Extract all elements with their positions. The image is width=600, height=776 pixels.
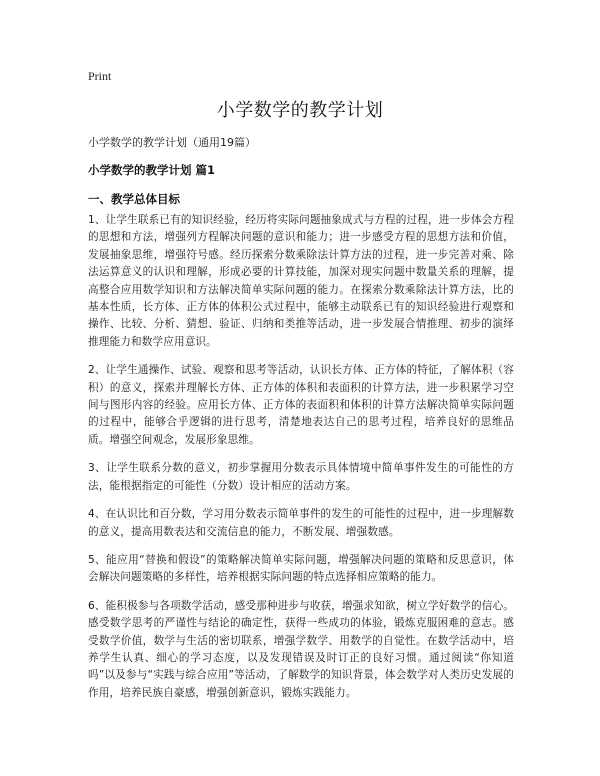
section-title: 小学数学的教学计划 篇1 [88, 163, 216, 177]
paragraph: 2、让学生通操作、试验、观察和思考等活动，认识长方体、正方体的特征，了解体积（容积）的意义，探索并理解长方体、正方体的体积和表面积的计算方法，进一步积累学习空间与图形内容的经验。应用长方体、正方体的表面积和体积的计算方法解决简单实际问题的过程中，能够合乎逻辑的进行思考，清楚地表达自己的思考过程，培养良好的思维品质。增强空间观念，发展形象思维。 [88, 364, 514, 446]
document-body [88, 212, 514, 713]
subsection-title: 一、教学总体目标 [88, 192, 180, 206]
paragraph: 6、能积极参与各项数学活动，感受那种进步与收获，增强求知欲，树立学好数学的信心。感受数学思考的严谨性与结论的确定性，获得一些成功的体验，锻炼克服困难的意志。感受数学价值，数学与生活的密切联系，增强学数学、用数学的自觉性。在数学活动中，培养学生认真、细心的学习态度，以及发现错误及时订正的良好习惯。通过阅读“你知道吗”以及参与“实践与综合应用”等活动，了解数学的知识背景，体会数学对人类历史发展的作用，培养民族自豪感，增强创新意识，锻炼实践能力。 [88, 599, 514, 699]
document-title: 小学数学的教学计划 [216, 100, 384, 121]
paragraph: 4、在认识比和百分数，学习用分数表示简单事件的发生的可能性的过程中，进一步理解数的意义，提高用数表达和交流信息的能力，不断发展、增强数感。 [88, 508, 514, 538]
paragraph: 5、能应用“替换和假设”的策略解决简单实际问题，增强解决问题的策略和反思意识，体会解决问题策略的多样性，培养根据实际问题的特点选择相应策略的能力。 [88, 553, 514, 584]
paragraph: 1、让学生联系已有的知识经验，经历将实际问题抽象成式与方程的过程，进一步体会方程的思想和方法，增强列方程解决问题的意识和能力；进一步感受方程的思想方法和价值，发展抽象思维，增强符号感。经历探索分数乘除法计算方法的过程，进一步完善对乘、除法运算意义的认识和理解，形成必要的计算技能，加深对现实问题中数量关系的理解，提高整合应用数学知识和方法解决简单实际问题的能力。在探索分数乘除法计算方法，比的基本性质，长方体、正方体的体积公式过程中，能够主动联系已有的知识经验进行观察和操作、比较、分析、猜想、验证、归纳和类推等活动，进一步发展合情推理、初步的演绎推理能力和数学应用意识。 [88, 214, 514, 348]
paragraph: 3、让学生联系分数的意义，初步掌握用分数表示具体情境中简单事件发生的可能性的方法，能根据指定的可能性（分数）设计相应的活动方案。 [88, 462, 514, 492]
print-label[interactable]: Print [88, 69, 112, 83]
document-subtitle: 小学数学的教学计划（通用19篇） [88, 136, 256, 149]
